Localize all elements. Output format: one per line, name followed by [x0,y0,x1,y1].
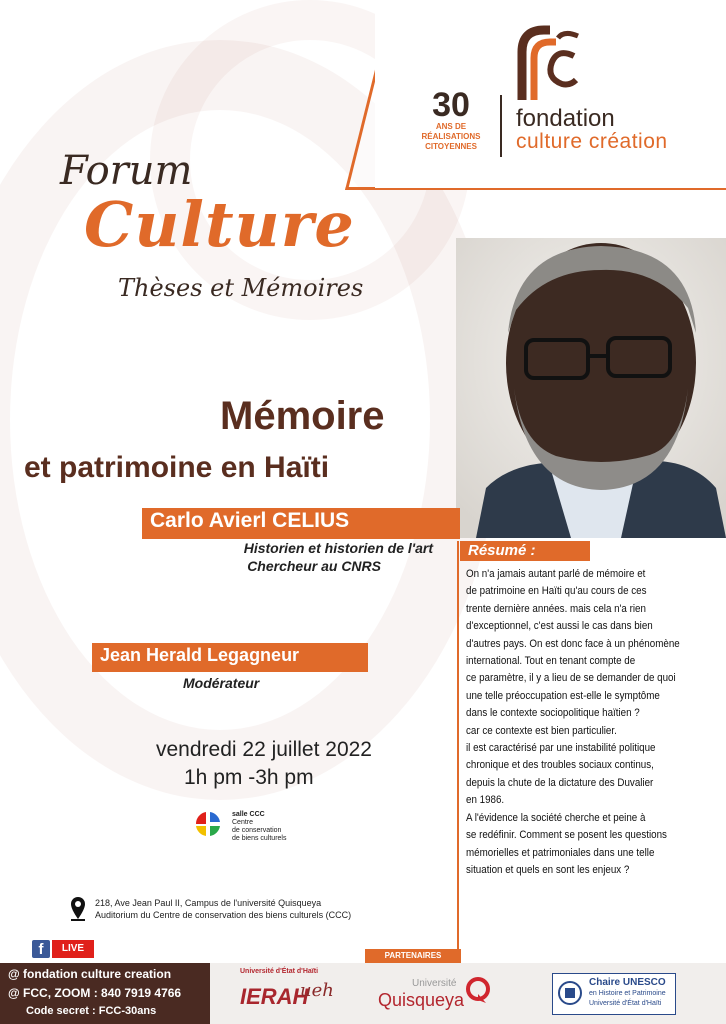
ccc-logo-icon [192,808,224,840]
speaker-name: Carlo Avierl CELIUS [150,509,350,532]
resume-line: car ce contexte est bien particulier. [466,724,617,737]
live-badge: LIVE [52,940,94,958]
footer-zoom-id: @ FCC, ZOOM : 840 7919 4766 [8,986,182,1000]
resume-line: d'autres pays. On est donc face à un phénomène [466,637,680,650]
quisqueya-q-icon [464,976,492,1004]
event-date: vendredi 22 juillet 2022 [156,738,372,761]
quisqueya-top: Université [412,978,457,989]
event-title-line1: Mémoire [220,394,385,438]
address-line2: Auditorium du Centre de conservation des biens culturels (CCC) [95,910,352,920]
anniversary-logo [408,88,494,152]
resume-divider [457,541,459,961]
speaker-role-1: Historien et historien de l'art [243,540,433,556]
resume-line: depuis la chute de la dictature des Duvalier [466,776,654,789]
foundation-subname: culture création [516,130,668,153]
unesco-line3: Université d'État d'Haïti [589,1000,662,1007]
anniversary-text-line2: CITOYENNES [425,142,477,151]
resume-line: chronique et des troubles sociaux continus, [466,759,654,772]
ierah-logo [230,966,340,1022]
resume-title: Résumé : [468,542,536,559]
resume-line: situation et quels en sont les enjeux ? [466,863,630,876]
ierah-name: IERAH [240,984,309,1009]
resume-line: de patrimoine en Haïti qu'au cours de ces [466,585,647,598]
logo-divider [500,95,502,157]
unesco-line2: en Histoire et Patrimoine [589,990,666,997]
partners-label: PARTENAIRES [365,949,461,963]
resume-line: trente dernière années. mais cela n'a rien [466,602,646,615]
resume-line: A l'évidence la société cherche et peine à [466,811,646,824]
resume-line: international. Tout en tenant compte de [466,655,636,668]
location-pin-icon [70,897,86,921]
moderator-name: Jean Herald Legagneur [100,645,300,665]
ccc-salle: salle CCC [232,811,265,818]
resume-line: mémorielles et patrimoniales dans une telle [466,846,655,859]
unesco-line1: Chaire UNESCO [589,977,666,988]
unesco-chair-logo [552,973,676,1015]
resume-line: en 1986. [466,794,505,807]
anniversary-text-line1: ANS DE RÉALISATIONS [421,122,481,141]
resume-line: il est caractérisé par une instabilité politique [466,742,656,755]
resume-line: se redéfinir. Comment se posent les questions [466,829,667,842]
resume-line: ce paramètre, il y a lieu de se demander de quoi [466,672,676,685]
footer-social-handle: @ fondation culture creation [8,967,172,981]
resume-line: d'exceptionnel, c'est aussi le cas dans bien [466,620,653,633]
ierah-suffix: ueh [300,980,334,1001]
fcc-logo-icon [514,22,584,102]
speaker-role-2: Chercheur au CNRS [247,558,381,574]
event-time: 1h pm -3h pm [184,766,314,789]
event-title-line2: et patrimoine en Haïti [24,451,330,484]
ccc-label [232,811,286,843]
footer-code: Code secret : FCC-30ans [26,1005,157,1017]
forum-title: Forum [60,148,193,194]
resume-line: On n'a jamais autant parlé de mémoire et [466,568,646,580]
unesco-emblem-icon [557,979,583,1007]
resume-line: une telle préoccupation est-elle le symptôme [466,689,660,702]
address-line1: 218, Ave Jean Paul II, Campus de l'université Quisqueya [95,898,322,908]
facebook-icon[interactable]: f [32,940,50,958]
moderator-role: Modérateur [183,675,260,691]
resume-body [466,566,714,879]
quisqueya-logo [376,970,496,1020]
ccc-line3: de biens culturels [232,835,287,842]
theses-subtitle: Thèses et Mémoires [118,274,364,302]
ccc-line2: de conservation [232,827,282,834]
ierah-university: Université d'État d'Haïti [240,968,319,975]
quisqueya-name: Quisqueya [378,990,465,1010]
resume-line: dans le contexte sociopolitique haïtien ? [466,707,640,720]
ccc-line1: Centre [232,819,254,826]
anniversary-number: 30 [432,86,470,124]
foundation-name: fondation [516,105,615,132]
speaker-photo [456,238,726,538]
culture-title: Culture [84,188,355,261]
